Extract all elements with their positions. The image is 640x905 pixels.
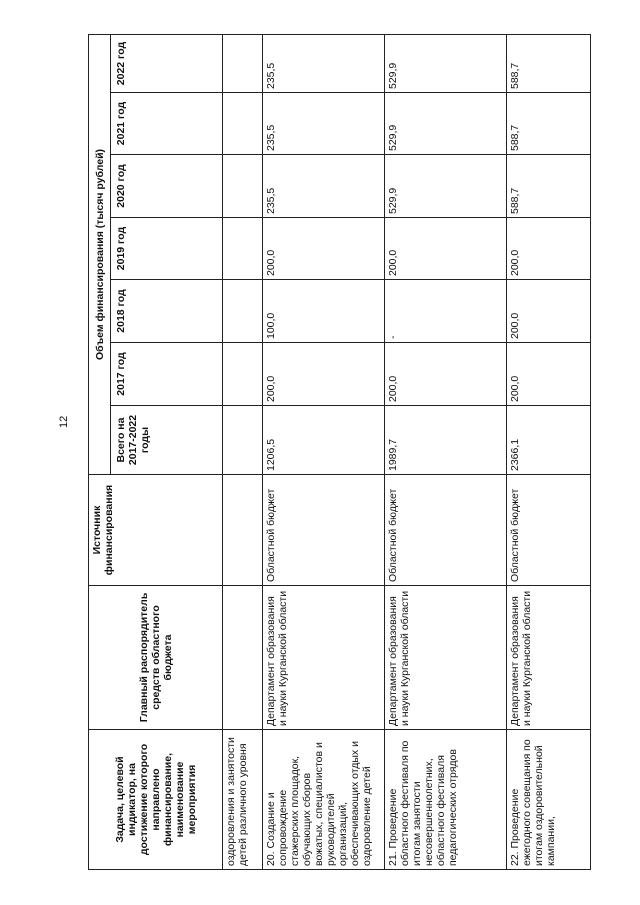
header-year-2020: 2020 год (111, 155, 223, 218)
cell-total: 2366,1 (507, 406, 591, 475)
cell-2020: 588,7 (507, 155, 591, 218)
cell-task: 21. Проведение областного фестиваля по итогам занятости несовершеннолетних, областного фестиваля педагогических отрядов (385, 730, 507, 870)
cell-2020: 529,9 (385, 155, 507, 218)
cell-task: 22. Проведение ежегодного совещания по итогам оздоровительной кампании, (507, 730, 591, 870)
cell-2019: 200,0 (263, 218, 385, 280)
header-source: Источник финансирования (89, 475, 223, 586)
cell-2019: 200,0 (507, 218, 591, 280)
header-year-2021: 2021 год (111, 93, 223, 155)
cell-manager: Департамент образования и науки Курганской области (385, 586, 507, 730)
cell-source: Областной бюджет (507, 475, 591, 586)
table-row (507, 35, 591, 870)
cell-2022: 588,7 (507, 35, 591, 93)
cell-2022: 235,5 (263, 35, 385, 93)
cell-source (223, 475, 263, 586)
table-row (223, 35, 263, 870)
cell-2017: 200,0 (263, 343, 385, 406)
header-manager: Главный распорядитель средств областного бюджета (89, 586, 223, 730)
header-year-2018: 2018 год (111, 280, 223, 343)
cell-source: Областной бюджет (385, 475, 507, 586)
header-task: Задача, целевой индикатор, на достижение которого направлено финансирование, наименование мероприятия (89, 730, 223, 870)
cell-total: 1989,7 (385, 406, 507, 475)
cell-2017: 200,0 (385, 343, 507, 406)
cell-2021 (223, 93, 263, 155)
cell-source: Областной бюджет (263, 475, 385, 586)
table-row (263, 35, 385, 870)
cell-2022: 529,9 (385, 35, 507, 93)
cell-2019: 200,0 (385, 218, 507, 280)
cell-2021: 588,7 (507, 93, 591, 155)
cell-2018: 200,0 (507, 280, 591, 343)
cell-total (223, 406, 263, 475)
cell-2020 (223, 155, 263, 218)
header-year-total: Всего на 2017-2022 годы (111, 406, 223, 475)
rotated-table-wrapper (88, 35, 590, 870)
cell-2021: 235,5 (263, 93, 385, 155)
cell-manager (223, 586, 263, 730)
cell-2017: 200,0 (507, 343, 591, 406)
cell-2019 (223, 218, 263, 280)
header-volume: Объем финансирования (тысяч рублей) (89, 35, 111, 475)
cell-total: 1206,5 (263, 406, 385, 475)
page-number: 12 (58, 415, 70, 428)
cell-2020: 235,5 (263, 155, 385, 218)
cell-2017 (223, 343, 263, 406)
header-year-2017: 2017 год (111, 343, 223, 406)
table-row (385, 35, 507, 870)
cell-task: оздоровления и занятости детей различного уровня (223, 730, 263, 870)
cell-2022 (223, 35, 263, 93)
cell-2018 (223, 280, 263, 343)
cell-manager: Департамент образования и науки Курганской области (507, 586, 591, 730)
cell-manager: Департамент образования и науки Курганской области (263, 586, 385, 730)
cell-task: 20. Создание и сопровождение стажерских площадок, обучающих сборов вожатых, специалистов и руководителей организаций, обеспечивающих отдых и оздоровление детей (263, 730, 385, 870)
cell-2018: 100,0 (263, 280, 385, 343)
financing-table (88, 34, 591, 870)
cell-2018: - (385, 280, 507, 343)
header-year-2019: 2019 год (111, 218, 223, 280)
cell-2021: 529,9 (385, 93, 507, 155)
header-year-2022: 2022 год (111, 35, 223, 93)
